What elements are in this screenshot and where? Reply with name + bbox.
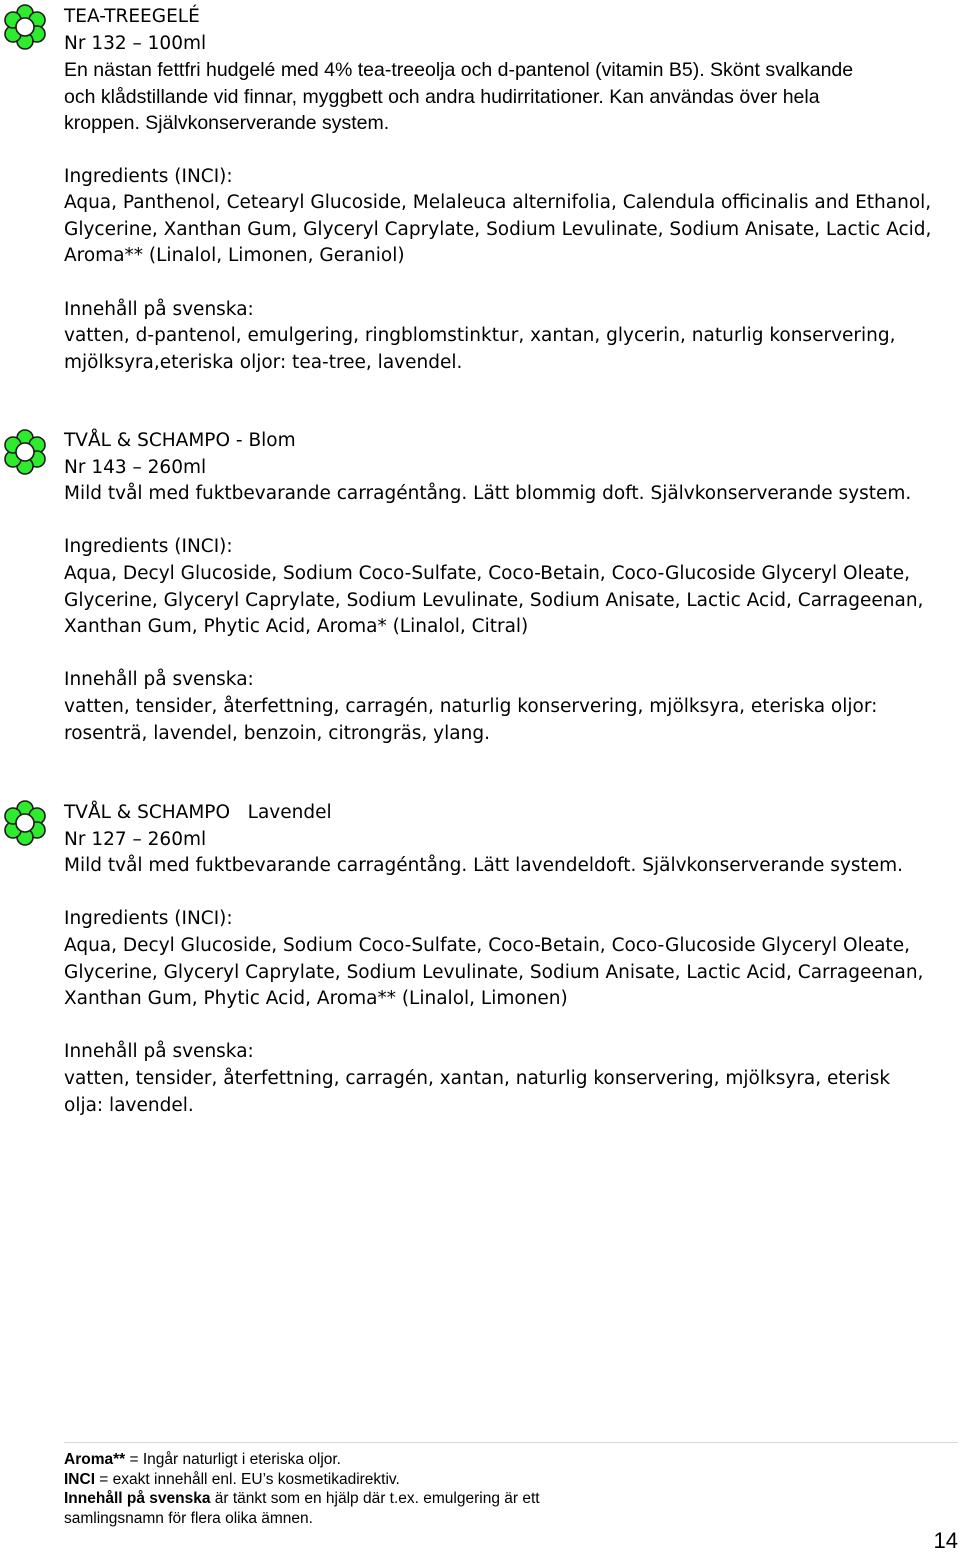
footer-term: Aroma** xyxy=(64,1451,126,1468)
swedish-line: olja: lavendel. xyxy=(64,1094,194,1116)
swedish-line: vatten, tensider, återfettning, carragén, naturlig konservering, mjölksyra, eteriska oljor: xyxy=(64,695,878,717)
product-title: TVÅL & SCHAMPO Lavendel xyxy=(64,802,332,823)
product-description-line: och klådstillande vid finnar, myggbett och andra hudirritationer. Kan användas över hela xyxy=(64,85,820,108)
footer-definition: = exakt innehåll enl. EU’s kosmetikadirektiv. xyxy=(95,1470,400,1488)
footer-definition: = Ingår naturligt i eteriska oljor. xyxy=(125,1451,341,1468)
inci-line: Glycerine, Xanthan Gum, Glyceryl Caprylate, Sodium Levulinate, Sodium Anisate, Lactic Acid, xyxy=(64,218,932,240)
footer-term: Innehåll på svenska xyxy=(64,1490,211,1508)
inci-line: Aqua, Panthenol, Cetearyl Glucoside, Melaleuca alternifolia, Calendula officinalis and Ethanol, xyxy=(64,192,932,214)
footer-note-aroma xyxy=(64,1450,540,1470)
footer-notes xyxy=(64,1450,540,1529)
inci-label: Ingredients (INCI): xyxy=(64,536,233,558)
product-number: Nr 143 – 260ml xyxy=(64,456,207,478)
footer-divider xyxy=(64,1442,958,1443)
product-title: TVÅL & SCHAMPO - Blom xyxy=(64,430,296,451)
footer-note-continued: samlingsnamn för flera olika ämnen. xyxy=(64,1510,313,1528)
footer-note-inci xyxy=(64,1470,540,1490)
inci-line: Glycerine, Glyceryl Caprylate, Sodium Levulinate, Sodium Anisate, Lactic Acid, Carrageenan, xyxy=(64,961,924,983)
product-description-line: Mild tvål med fuktbevarande carragéntång. Lätt blommig doft. Självkonserverande system. xyxy=(64,483,912,505)
inci-label: Ingredients (INCI): xyxy=(64,165,233,187)
flower-icon xyxy=(2,4,48,50)
swedish-line: vatten, d-pantenol, emulgering, ringblomstinktur, xantan, glycerin, naturlig konservering, xyxy=(64,325,896,347)
flower-icon xyxy=(2,429,48,475)
inci-line: Xanthan Gum, Phytic Acid, Aroma* (Linalol, Citral) xyxy=(64,616,529,638)
swedish-line: mjölksyra,eteriska oljor: tea-tree, lavendel. xyxy=(64,351,463,373)
product-title: TEA-TREEGELÉ xyxy=(64,6,200,27)
inci-label: Ingredients (INCI): xyxy=(64,908,233,930)
swedish-line: vatten, tensider, återfettning, carragén, xantan, naturlig konservering, mjölksyra, eterisk xyxy=(64,1067,891,1089)
product-number: Nr 127 – 260ml xyxy=(64,828,207,850)
swedish-label: Innehåll på svenska: xyxy=(64,1041,254,1063)
inci-line: Aroma** (Linalol, Limonen, Geraniol) xyxy=(64,245,405,267)
flower-icon xyxy=(2,800,48,846)
swedish-label: Innehåll på svenska: xyxy=(64,669,254,691)
inci-line: Aqua, Decyl Glucoside, Sodium Coco-Sulfate, Coco-Betain, Coco-Glucoside Glyceryl Oleate, xyxy=(64,934,910,956)
swedish-line: rosenträ, lavendel, benzoin, citrongräs, ylang. xyxy=(64,722,490,744)
footer-term: INCI xyxy=(64,1470,95,1488)
product-description-line: Mild tvål med fuktbevarande carragéntång. Lätt lavendeldoft. Självkonserverande system. xyxy=(64,855,904,877)
footer-definition: är tänkt som en hjälp där t.ex. emulgering är ett xyxy=(210,1490,540,1508)
product-description-line: kroppen. Självkonserverande system. xyxy=(64,112,390,135)
swedish-label: Innehåll på svenska: xyxy=(64,298,254,320)
inci-line: Aqua, Decyl Glucoside, Sodium Coco-Sulfate, Coco-Betain, Coco-Glucoside Glyceryl Oleate, xyxy=(64,562,910,584)
inci-line: Glycerine, Glyceryl Caprylate, Sodium Levulinate, Sodium Anisate, Lactic Acid, Carrageenan, xyxy=(64,589,924,611)
product-number: Nr 132 – 100ml xyxy=(64,32,207,54)
page-number: 14 xyxy=(933,1528,958,1553)
footer-note-swedish xyxy=(64,1489,540,1509)
inci-line: Xanthan Gum, Phytic Acid, Aroma** (Linalol, Limonen) xyxy=(64,988,568,1010)
product-description-line: En nästan fettfri hudgelé med 4% tea-treeolja och d-pantenol (vitamin B5). Skönt svalkande xyxy=(64,59,854,82)
